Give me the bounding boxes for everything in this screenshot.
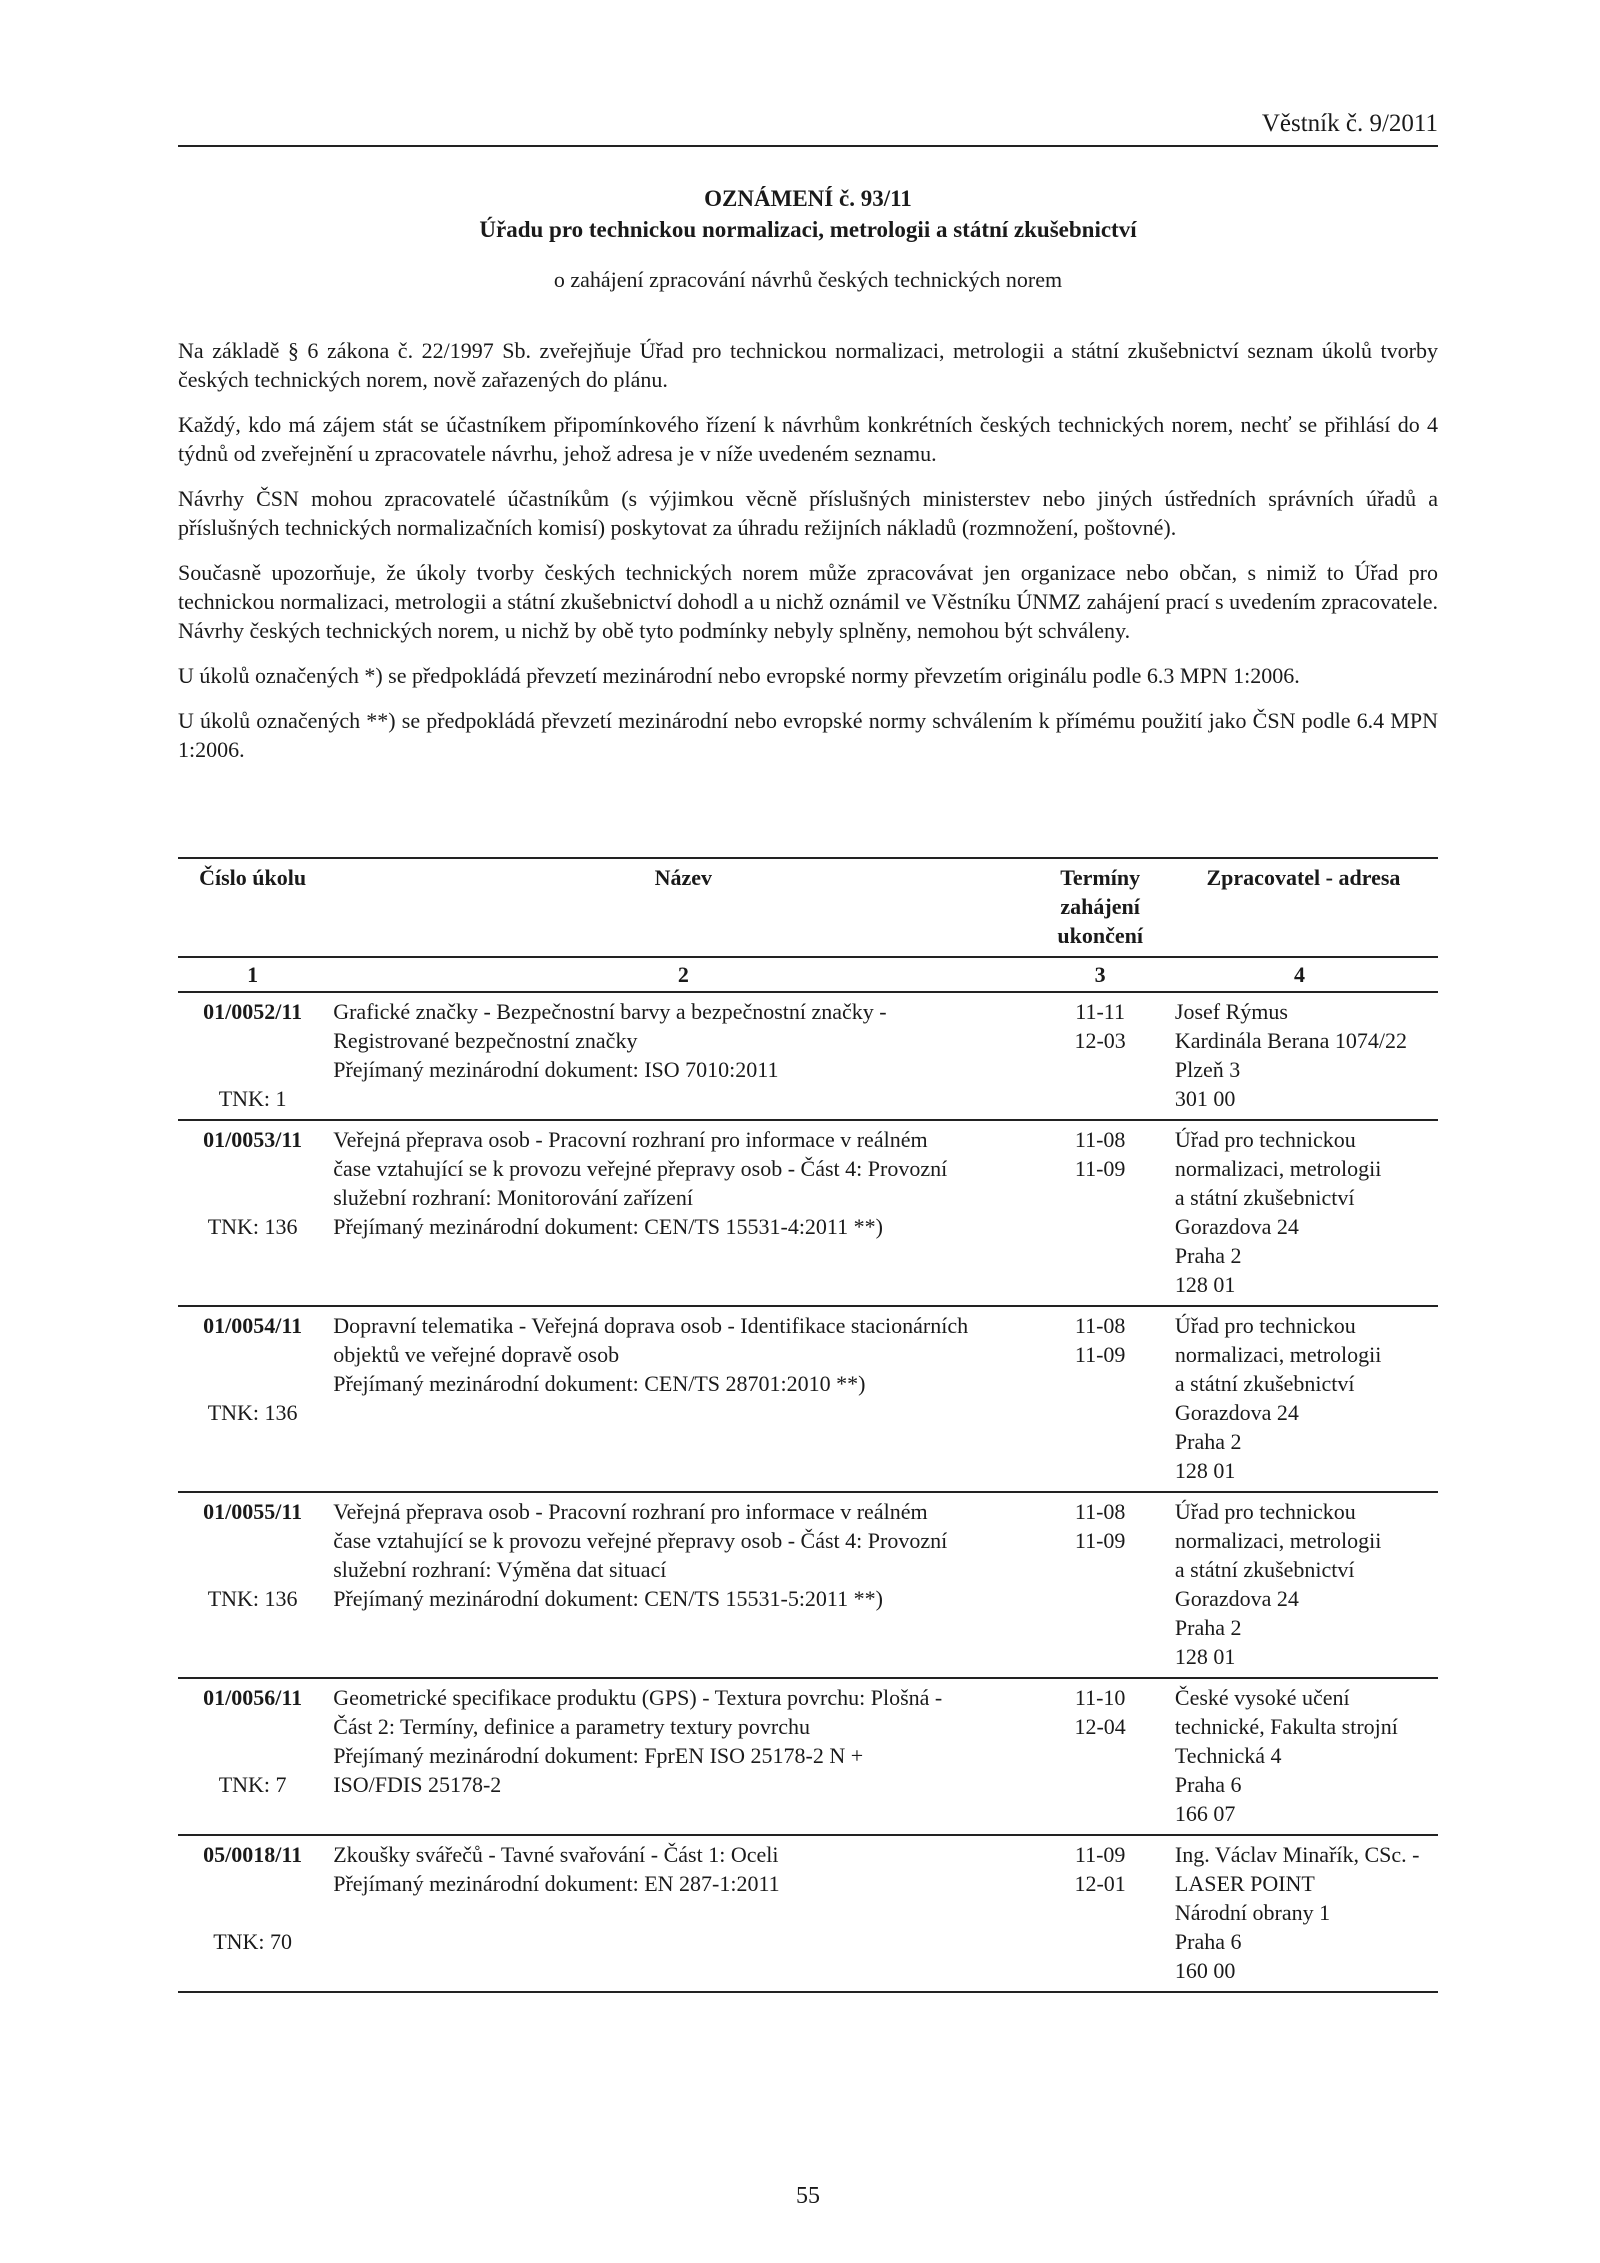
tnk-label: TNK: 1 <box>218 1086 287 1111</box>
processor-address-line: normalizaci, metrologii <box>1174 1528 1382 1553</box>
processor-address-line: Národní obrany 1 <box>1174 1900 1331 1925</box>
header-terms-line: ukončení <box>1057 923 1143 948</box>
paragraph: U úkolů označených *) se předpokládá převzetí mezinárodní nebo evropské normy převzetím originálu podle 6.3 MPN 1:2006. <box>178 663 1300 688</box>
processor-address-line: Úřad pro technickou <box>1174 1313 1356 1338</box>
processor-address-line: Gorazdova 24 <box>1174 1586 1299 1611</box>
task-name-cell <box>327 1678 1039 1835</box>
task-name-cell <box>327 1835 1039 1992</box>
column-number-row <box>178 957 1438 992</box>
task-name-line: Veřejná přeprava osob - Pracovní rozhraní pro informace v reálném <box>333 1127 928 1152</box>
header-task-no: Číslo úkolu <box>178 858 327 957</box>
paragraph: U úkolů označených **) se předpokládá převzetí mezinárodní nebo evropské normy schválením k přímému použití jako ČSN podle 6.4 MPN 1:2006. <box>178 708 1438 762</box>
task-number: 01/0054/11 <box>203 1313 303 1338</box>
task-number-cell <box>178 1835 327 1992</box>
column-number: 4 <box>1161 957 1438 992</box>
task-terms-cell <box>1039 1678 1161 1835</box>
task-name-line: služební rozhraní: Monitorování zařízení <box>333 1185 694 1210</box>
task-name-line: Přejímaný mezinárodní dokument: CEN/TS 15531-5:2011 **) <box>333 1586 883 1611</box>
processor-address-line: 128 01 <box>1174 1272 1236 1297</box>
task-name-line: Část 2: Termíny, definice a parametry textury povrchu <box>333 1714 811 1739</box>
task-name-line: Přejímaný mezinárodní dokument: FprEN ISO 25178-2 N + <box>333 1743 864 1768</box>
processor-address-line: Kardinála Berana 1074/22 <box>1174 1028 1408 1053</box>
paragraph: Každý, kdo má zájem stát se účastníkem připomínkového řízení k návrhům konkrétních českých technických norem, nechť se přihlásí do 4 týdnů od zveřejnění u zpracovatele návrhu, jehož adresa je v níže uvedeném seznamu. <box>178 412 1438 466</box>
task-name-line: Přejímaný mezinárodní dokument: CEN/TS 15531-4:2011 **) <box>333 1214 883 1239</box>
processor-address-cell <box>1161 1120 1438 1306</box>
page-number: 55 <box>796 2183 820 2209</box>
processor-address-line: 160 00 <box>1174 1958 1236 1983</box>
task-number-cell <box>178 1120 327 1306</box>
processor-address-line: a státní zkušebnictví <box>1174 1371 1355 1396</box>
processor-address-line: Úřad pro technickou <box>1174 1499 1356 1524</box>
task-name-line: Geometrické specifikace produktu (GPS) - Textura povrchu: Plošná - <box>333 1685 943 1710</box>
processor-address-line: 128 01 <box>1174 1458 1236 1483</box>
task-number-cell <box>178 1492 327 1678</box>
header-terms-line: Termíny <box>1060 865 1141 890</box>
processor-address-line: Gorazdova 24 <box>1174 1214 1299 1239</box>
task-table-body <box>178 992 1438 1992</box>
task-number: 01/0052/11 <box>203 999 303 1024</box>
paragraph: Současně upozorňuje, že úkoly tvorby českých technických norem může zpracovávat jen organizace nebo občan, s nimiž to Úřad pro technickou normalizaci, metrologii a státní zkušebnictví dohodl a u nichž oznámil ve Věstníku ÚNMZ zahájení prací s uvedením zpracovatele. Návrhy českých technických norem, u nichž by obě tyto podmínky nebyly splněny, nemohou být schváleny. <box>178 560 1438 643</box>
column-number: 2 <box>327 957 1039 992</box>
term-start: 11-08 <box>1074 1499 1126 1524</box>
processor-address-cell <box>1161 1306 1438 1492</box>
paragraph: Návrhy ČSN mohou zpracovatelé účastníkům (s výjimkou věcně příslušných ministerstev nebo jiných ústředních správních úřadů a příslušných technických normalizačních komisí) poskytovat za úhradu režijních nákladů (rozmnožení, poštovné). <box>178 486 1438 540</box>
term-start: 11-09 <box>1074 1842 1126 1867</box>
term-end: 12-04 <box>1074 1714 1126 1739</box>
term-start: 11-11 <box>1075 999 1125 1024</box>
task-name-line: čase vztahující se k provozu veřejné přepravy osob - Část 4: Provozní <box>333 1528 948 1553</box>
term-start: 11-08 <box>1074 1127 1126 1152</box>
task-table-wrap <box>178 857 1438 1993</box>
task-name-line: čase vztahující se k provozu veřejné přepravy osob - Část 4: Provozní <box>333 1156 948 1181</box>
header-terms-line: zahájení <box>1060 894 1140 919</box>
processor-address-line: Josef Rýmus <box>1174 999 1288 1024</box>
task-terms-cell <box>1039 1835 1161 1992</box>
processor-address-line: normalizaci, metrologii <box>1174 1156 1382 1181</box>
term-start: 11-10 <box>1074 1685 1126 1710</box>
processor-address-line: Praha 6 <box>1174 1772 1242 1797</box>
column-number: 3 <box>1039 957 1161 992</box>
processor-address-line: technické, Fakulta strojní <box>1174 1714 1398 1739</box>
task-name-line: Dopravní telematika - Veřejná doprava osob - Identifikace stacionárních <box>333 1313 969 1338</box>
term-end: 11-09 <box>1074 1156 1126 1181</box>
task-name-line: Přejímaný mezinárodní dokument: CEN/TS 28701:2010 **) <box>333 1371 866 1396</box>
task-number: 01/0056/11 <box>203 1685 303 1710</box>
task-name-cell <box>327 1306 1039 1492</box>
task-name-cell <box>327 1120 1039 1306</box>
task-name-line: Přejímaný mezinárodní dokument: ISO 7010:2011 <box>333 1057 779 1082</box>
header-rule <box>178 145 1438 147</box>
table-row <box>178 992 1438 1120</box>
processor-address-cell <box>1161 1678 1438 1835</box>
processor-address-cell <box>1161 1492 1438 1678</box>
task-number: 01/0055/11 <box>203 1499 303 1524</box>
task-name-line: Registrované bezpečnostní značky <box>333 1028 638 1053</box>
task-name-line: Zkoušky svářečů - Tavné svařování - Část 1: Oceli <box>333 1842 779 1867</box>
processor-address-line: Technická 4 <box>1174 1743 1282 1768</box>
task-number: 01/0053/11 <box>203 1127 303 1152</box>
processor-address-line: LASER POINT <box>1174 1871 1315 1896</box>
notice-subject: o zahájení zpracování návrhů českých technických norem <box>553 267 1063 292</box>
processor-address-line: Praha 2 <box>1174 1243 1242 1268</box>
table-row <box>178 1678 1438 1835</box>
processor-address-line: 128 01 <box>1174 1644 1236 1669</box>
processor-address-line: České vysoké učení <box>1174 1685 1350 1710</box>
notice-title: OZNÁMENÍ č. 93/11 <box>704 186 912 211</box>
processor-address-line: a státní zkušebnictví <box>1174 1557 1355 1582</box>
tnk-label: TNK: 136 <box>207 1400 298 1425</box>
notice-body <box>178 336 1438 780</box>
task-name-line: Přejímaný mezinárodní dokument: EN 287-1:2011 <box>333 1871 780 1896</box>
task-number-cell <box>178 992 327 1120</box>
table-row <box>178 1835 1438 1992</box>
header-name: Název <box>327 858 1039 957</box>
task-name-line: ISO/FDIS 25178-2 <box>333 1772 502 1797</box>
task-name-line: služební rozhraní: Výměna dat situací <box>333 1557 667 1582</box>
processor-address-cell <box>1161 1835 1438 1992</box>
processor-address-line: Praha 2 <box>1174 1429 1242 1454</box>
term-end: 11-09 <box>1074 1342 1126 1367</box>
header-processor: Zpracovatel - adresa <box>1161 858 1438 957</box>
processor-address-line: Praha 2 <box>1174 1615 1242 1640</box>
processor-address-line: normalizaci, metrologii <box>1174 1342 1382 1367</box>
task-name-line: Grafické značky - Bezpečnostní barvy a bezpečnostní značky - <box>333 999 887 1024</box>
processor-address-line: Plzeň 3 <box>1174 1057 1241 1082</box>
task-name-cell <box>327 992 1039 1120</box>
tnk-label: TNK: 70 <box>213 1929 293 1954</box>
processor-address-line: Ing. Václav Minařík, CSc. - <box>1174 1842 1420 1867</box>
paragraph: Na základě § 6 zákona č. 22/1997 Sb. zveřejňuje Úřad pro technickou normalizaci, metrologii a státní zkušebnictví seznam úkolů tvorby českých technických norem, nově zařazených do plánu. <box>178 338 1438 392</box>
tnk-label: TNK: 136 <box>207 1586 298 1611</box>
notice-title-block <box>178 183 1438 293</box>
processor-address-line: a státní zkušebnictví <box>1174 1185 1355 1210</box>
processor-address-line: Gorazdova 24 <box>1174 1400 1299 1425</box>
journal-header: Věstník č. 9/2011 <box>1261 110 1438 137</box>
task-terms-cell <box>1039 1492 1161 1678</box>
tnk-label: TNK: 7 <box>218 1772 287 1797</box>
task-name-cell <box>327 1492 1039 1678</box>
task-terms-cell <box>1039 1120 1161 1306</box>
tnk-label: TNK: 136 <box>207 1214 298 1239</box>
task-number: 05/0018/11 <box>203 1842 303 1867</box>
term-end: 11-09 <box>1074 1528 1126 1553</box>
task-terms-cell <box>1039 1306 1161 1492</box>
term-start: 11-08 <box>1074 1313 1126 1338</box>
processor-address-line: Praha 6 <box>1174 1929 1242 1954</box>
term-end: 12-01 <box>1074 1871 1126 1896</box>
task-number-cell <box>178 1678 327 1835</box>
table-header-row <box>178 858 1438 957</box>
table-row <box>178 1306 1438 1492</box>
task-terms-cell <box>1039 992 1161 1120</box>
table-row <box>178 1120 1438 1306</box>
notice-authority: Úřadu pro technickou normalizaci, metrologii a státní zkušebnictví <box>479 217 1137 242</box>
task-table <box>178 857 1438 1993</box>
processor-address-cell <box>1161 992 1438 1120</box>
header-terms <box>1039 858 1161 957</box>
task-name-line: objektů ve veřejné dopravě osob <box>333 1342 620 1367</box>
processor-address-line: Úřad pro technickou <box>1174 1127 1356 1152</box>
table-row <box>178 1492 1438 1678</box>
term-end: 12-03 <box>1074 1028 1126 1053</box>
column-number: 1 <box>178 957 327 992</box>
processor-address-line: 166 07 <box>1174 1801 1236 1826</box>
task-number-cell <box>178 1306 327 1492</box>
task-name-line: Veřejná přeprava osob - Pracovní rozhraní pro informace v reálném <box>333 1499 928 1524</box>
processor-address-line: 301 00 <box>1174 1086 1236 1111</box>
